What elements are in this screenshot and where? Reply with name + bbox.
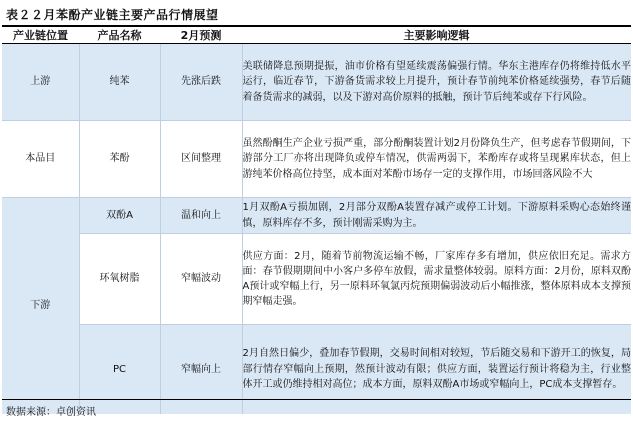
forecast-value: 先涨后跌 [160, 44, 242, 121]
product-name: PC [79, 325, 160, 414]
logic-text: 2月自然日偏少，叠加春节假期，交易时间相对较短，节后随交易和下游开工的恢复，局部行情存窄幅向上预期，然预计波动有限；供应方面，装置运行预计将稳为主，行业整体开工或仍维持相对高位；成本方面，原料双酚A市场或窄幅向上，PC成本支撑暂存。 [242, 325, 631, 414]
header-position: 产业链位置 [2, 27, 79, 44]
bottom-rule [2, 399, 631, 400]
source-note: 数据来源：卓创资讯 [6, 407, 96, 418]
logic-text: 虽然酚酮生产企业亏损严重，部分酚酮装置计划2月份降负生产，但考虑春节假期间，下游部分工厂亦将出现降负或停车情况，供需两弱下，苯酚库存或将呈现累库状态，但上游纯苯价格高位持坚，成本面对苯酚市场存一定的支撑作用，市场回落风险不大 [242, 121, 631, 198]
header-logic: 主要影响逻辑 [242, 27, 631, 44]
forecast-table [2, 27, 631, 414]
table-row [2, 234, 631, 325]
logic-text: 供应方面：2月，随着节前物流运输不畅，厂家库存多有增加，供应依旧充足。需求方面：春节假期期间中小客户多停车放假，需求量整体较弱。原料方面：2月份，原料双酚A预计或窄幅上行，另一原料环氧氯丙烷预期偏弱波动后小幅推涨，整体原料成本支撑预期窄幅走强。 [242, 234, 631, 325]
header-row [2, 27, 631, 44]
logic-text: 1月双酚A亏损加剧，2月部分双酚A装置存减产或停工计划。下游原料采购心态始终谨慎，原料库存不多，预计刚需采购为主。 [242, 198, 631, 234]
product-name: 纯苯 [79, 44, 160, 121]
product-name: 双酚A [79, 198, 160, 234]
table-row [2, 44, 631, 121]
product-name: 环氧树脂 [79, 234, 160, 325]
category-upstream: 上游 [2, 44, 79, 121]
table-row [2, 198, 631, 234]
product-name: 苯酚 [79, 121, 160, 198]
header-product: 产品名称 [79, 27, 160, 44]
table-title: 表２２月苯酚产业链主要产品行情展望 [6, 8, 219, 22]
forecast-value: 窄幅波动 [160, 234, 242, 325]
category-downstream: 下游 [2, 198, 79, 414]
forecast-value: 温和向上 [160, 198, 242, 234]
forecast-value: 窄幅向上 [160, 325, 242, 414]
table-row [2, 325, 631, 414]
table-row [2, 121, 631, 198]
header-forecast: 2月预测 [160, 27, 242, 44]
category-self: 本品目 [2, 121, 79, 198]
forecast-value: 区间整理 [160, 121, 242, 198]
logic-text: 美联储降息预期提振，油市价格有望延续震荡偏强行情。华东主港库存仍将维持低水平运行，临近春节，下游备货需求较上月提升，预计春节前纯苯价格延续强势，春节后随着备货需求的减弱，以及下游对高价原料的抵触，预计节后纯苯或存下行风险。 [242, 44, 631, 121]
